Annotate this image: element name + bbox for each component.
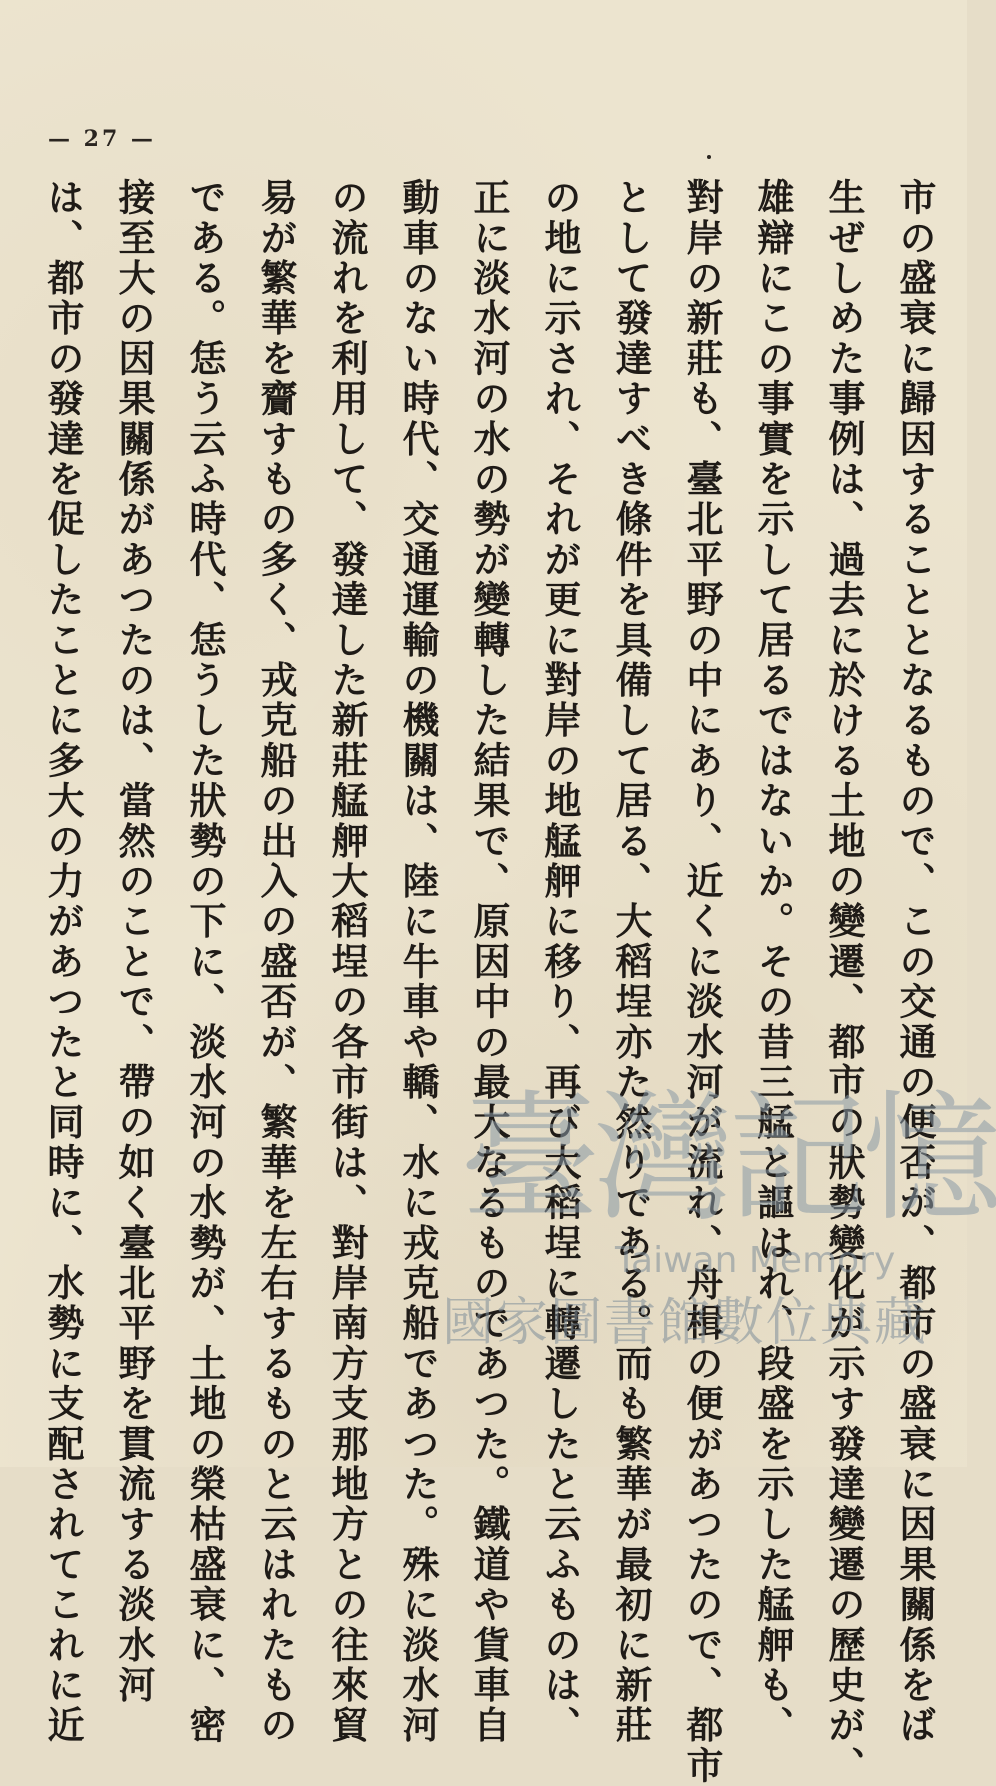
text-line: である。恁う云ふ時代、恁うした狀勢の下に、淡水河の水勢が、土地の榮枯盛衰に、密 bbox=[183, 178, 227, 1746]
page-number: — 27 — bbox=[48, 126, 156, 152]
vertical-body-text bbox=[41, 178, 950, 1786]
text-line: 正に淡水河の水の勢が變轉した結果で、原因中の最大なるものであつた。鐵道や貨車自 bbox=[467, 178, 511, 1746]
text-line: 接至大の因果關係があつたのは、當然のことで、帶の如く臺北平野を貫流する淡水河 bbox=[112, 178, 156, 1706]
watermark-subtitle: 國家圖書館數位典藏 bbox=[442, 1293, 929, 1353]
text-line: 動車のない時代、交通運輸の機關は、陸に牛車や轎、水に戎克船であつた。殊に淡水河 bbox=[396, 178, 440, 1746]
text-line: として發達すべき條件を具備して居る、大稻埕亦た然りである。而も繁華が最初に新莊 bbox=[609, 178, 653, 1746]
text-line: 市の盛衰に歸因することとなるもので、この交通の便否が、都市の盛衰に因果關係をば bbox=[893, 178, 937, 1746]
text-line: の流れを利用して、發達した新莊艋舺大稻埕の各市街は、對岸南方支那地方との往來貿 bbox=[325, 178, 369, 1746]
text-line: 生ぜしめた事例は、過去に於ける土地の變遷、都市の狀勢變化が示す發達變遷の歷史が、 bbox=[822, 178, 866, 1786]
watermark-english: Taiwan Memory bbox=[615, 1240, 896, 1281]
watermark-logo: 臺灣記憶 bbox=[460, 1078, 996, 1241]
text-line: は、都市の發達を促したことに多大の力があつたと同時に、水勢に支配されてこれに近 bbox=[41, 178, 85, 1746]
text-line: 易が繁華を齎すもの多く、戎克船の出入の盛否が、繁華を左右するものと云はれたもの bbox=[254, 178, 298, 1746]
ink-speck bbox=[707, 155, 711, 159]
text-line: 雄辯にこの事實を示して居るではないか。その昔三艋と謳はれ、段盛を示した艋舺も、 bbox=[751, 178, 795, 1746]
text-line: 對岸の新莊も、臺北平野の中にあり、近くに淡水河が流れ、舟楫の便があつたので、都市 bbox=[680, 178, 724, 1786]
text-line: の地に示され、それが更に對岸の地艋舺に移り、再び大稻埕に轉遷したと云ふものは、 bbox=[538, 178, 582, 1746]
